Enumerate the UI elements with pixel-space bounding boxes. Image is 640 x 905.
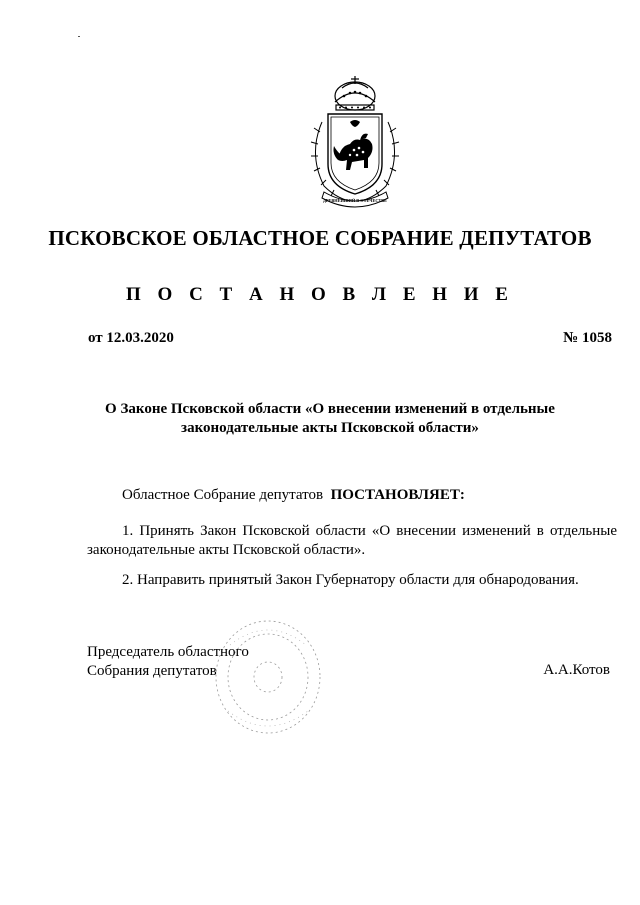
resolution-intro xyxy=(122,486,465,505)
signatory-name: А.А.Котов xyxy=(543,662,610,678)
scan-speck xyxy=(78,36,80,37)
signatory-title xyxy=(87,643,249,681)
subject-line-2: законодательные акты Псковской области» xyxy=(181,420,479,436)
intro-resolves: ПОСТАНОВЛЯЕТ: xyxy=(330,487,465,503)
emblem-motto: ДРЕВНЕЙШИЙ В ОТЕЧЕСТВЕ xyxy=(322,198,388,203)
signatory-title-line-2: Собрания депутатов xyxy=(87,663,217,679)
subject-line-1: О Законе Псковской области «О внесении изменений в отдельные xyxy=(105,401,555,417)
signatory-title-line-1: Председатель областного xyxy=(87,644,249,660)
document-type-title: П О С Т А Н О В Л Е Н И Е xyxy=(126,284,514,305)
resolution-item-2: 2. Направить принятый Закон Губернатору области для обнародования. xyxy=(122,572,579,588)
document-subject xyxy=(60,400,600,438)
resolution-item-1: 1. Принять Закон Псковской области «О внесении изменений в отдельные законодательные акты Псковской области». xyxy=(87,523,617,558)
coat-of-arms-icon xyxy=(302,74,408,210)
organization-title: ПСКОВСКОЕ ОБЛАСТНОЕ СОБРАНИЕ ДЕПУТАТОВ xyxy=(48,226,592,250)
coat-of-arms-emblem xyxy=(302,74,408,210)
document-date: от 12.03.2020 xyxy=(88,330,174,346)
document-number: № 1058 xyxy=(563,330,612,346)
intro-text: Областное Собрание депутатов xyxy=(122,487,324,503)
